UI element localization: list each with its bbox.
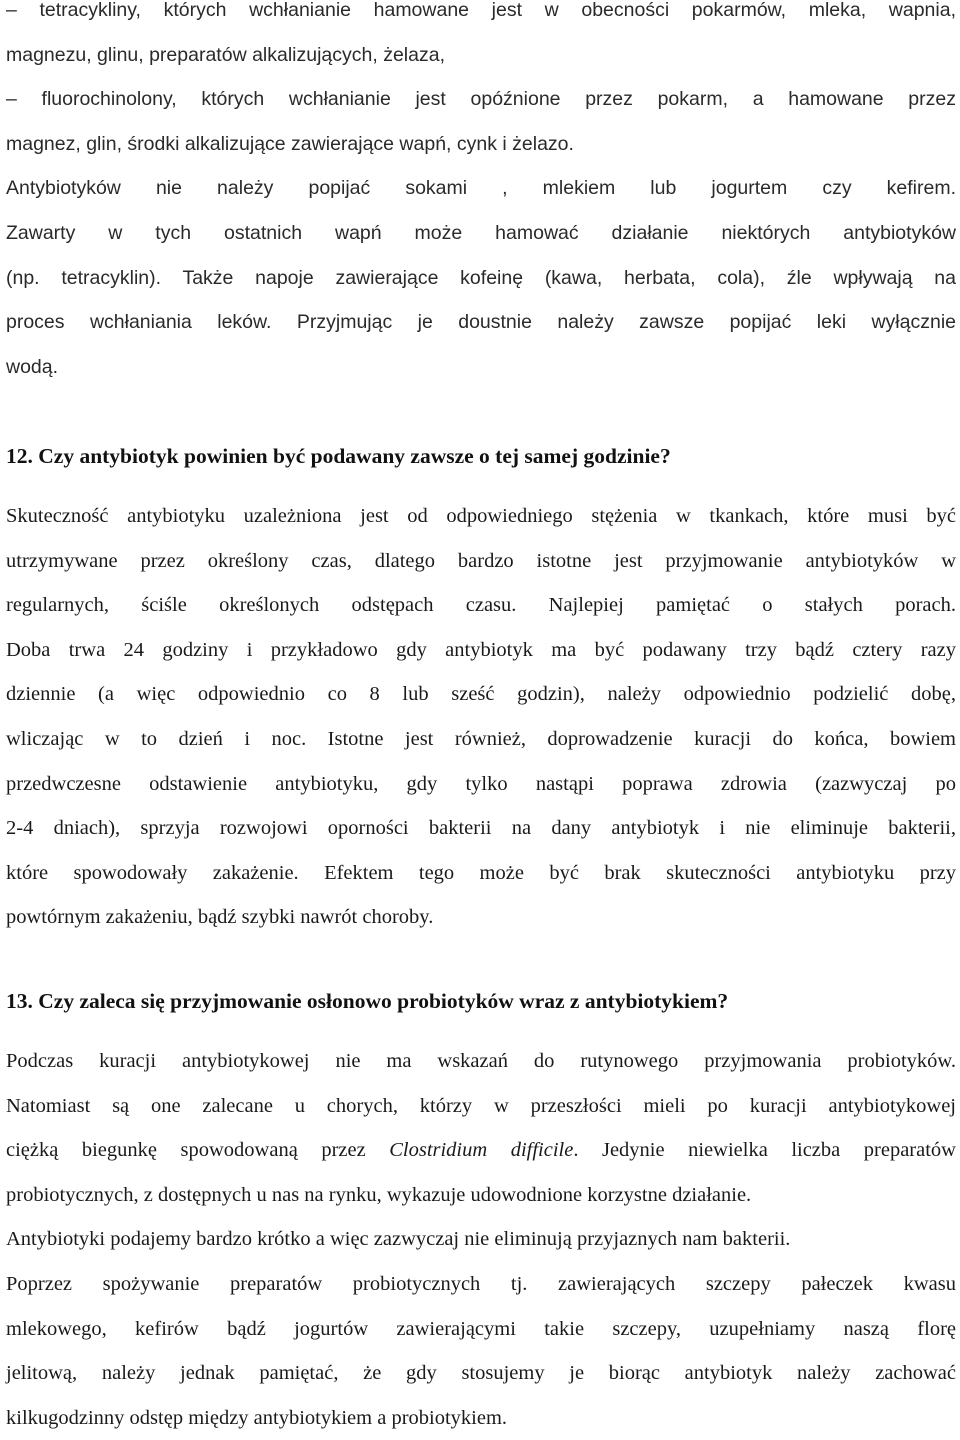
section-13-paragraph: [6, 1039, 956, 1440]
section-12-line: które spowodowały zakażenie. Efektem tego może być brak skuteczności antybiotyku przy: [6, 861, 956, 884]
section-13-line-part: . Jedynie niewielka liczba preparatów: [573, 1139, 956, 1162]
intro-line: – fluorochinolony, których wchłanianie jest opóźnione przez pokarm, a hamowane przez: [6, 88, 956, 111]
section-13-heading: 13. Czy zaleca się przyjmowanie osłonowo probiotyków wraz z antybiotykiem?: [6, 989, 729, 1013]
pathogen-name: Clostridium difficile: [389, 1139, 574, 1162]
intro-line: Zawarty w tych ostatnich wapń może hamować działanie niektórych antybiotyków: [6, 221, 956, 244]
intro-line: magnezu, glinu, preparatów alkalizujących, żelaza,: [6, 43, 445, 66]
section-13-line: Antybiotyki podajemy bardzo krótko a więc zazwyczaj nie eliminują przyjaznych nam bakterii.: [6, 1228, 791, 1251]
intro-line: Antybiotyków nie należy popijać sokami , mlekiem lub jogurtem czy kefirem.: [6, 177, 956, 200]
section-12-paragraph: [6, 494, 956, 940]
section-12-line: 2-4 dniach), sprzyja rozwojowi oporności bakterii na dany antybiotyk i nie eliminuje bakterii,: [6, 817, 956, 840]
section-12-line: wliczając w to dzień i noc. Istotne jest również, doprowadzenie kuracji do końca, bowiem: [6, 727, 956, 750]
section-13-line-part: ciężką biegunkę spowodowaną przez: [6, 1139, 390, 1162]
section-13-line: Podczas kuracji antybiotykowej nie ma wskazań do rutynowego przyjmowania probiotyków.: [6, 1050, 956, 1072]
section-12-line: Skuteczność antybiotyku uzależniona jest od odpowiedniego stężenia w tkankach, które musi być: [6, 505, 956, 527]
intro-line: proces wchłaniania leków. Przyjmując je doustnie należy zawsze popijać leki wyłącznie: [6, 311, 956, 334]
section-13-line: [6, 1128, 956, 1173]
section-13-line: Poprzez spożywanie preparatów probiotycznych tj. zawierających szczepy pałeczek kwasu: [6, 1272, 956, 1295]
section-12-line: Doba trwa 24 godziny i przykładowo gdy antybiotyk ma być podawany trzy bądź cztery razy: [6, 638, 956, 661]
intro-line: – tetracykliny, których wchłanianie hamowane jest w obecności pokarmów, mleka, wapnia,: [6, 0, 956, 21]
section-12-line: dziennie (a więc odpowiednio co 8 lub sześć godzin), należy odpowiednio podzielić dobę,: [6, 683, 956, 706]
intro-paragraph: [6, 0, 956, 389]
section-13-line: jelitową, należy jednak pamiętać, że gdy stosujemy je biorąc antybiotyk należy zachować: [6, 1362, 956, 1385]
intro-line: (np. tetracyklin). Także napoje zawierające kofeinę (kawa, herbata, cola), źle wpływają na: [6, 266, 956, 289]
section-13-line: Natomiast są one zalecane u chorych, którzy w przeszłości mieli po kuracji antybiotykowej: [6, 1094, 956, 1117]
section-13-line: mlekowego, kefirów bądź jogurtów zawierającymi takie szczepy, uzupełniamy naszą florę: [6, 1317, 956, 1340]
section-13-line: probiotycznych, z dostępnych u nas na rynku, wykazuje udowodnione korzystne działanie.: [6, 1183, 752, 1206]
section-12-line: regularnych, ściśle określonych odstępach czasu. Najlepiej pamiętać o stałych porach.: [6, 594, 956, 617]
intro-line: wodą.: [6, 355, 59, 378]
section-12-heading: 12. Czy antybiotyk powinien być podawany zawsze o tej samej godzinie?: [6, 444, 671, 468]
section-13-line: kilkugodzinny odstęp między antybiotykiem a probiotykiem.: [6, 1406, 508, 1429]
intro-line: magnez, glin, środki alkalizujące zawierające wapń, cynk i żelazo.: [6, 132, 574, 155]
section-12-line: utrzymywane przez określony czas, dlatego bardzo istotne jest przyjmowanie antybiotyków w: [6, 549, 956, 572]
section-12-line: powtórnym zakażeniu, bądź szybki nawrót choroby.: [6, 906, 434, 929]
section-12-line: przedwczesne odstawienie antybiotyku, gdy tylko nastąpi poprawa zdrowia (zazwyczaj po: [6, 772, 956, 795]
